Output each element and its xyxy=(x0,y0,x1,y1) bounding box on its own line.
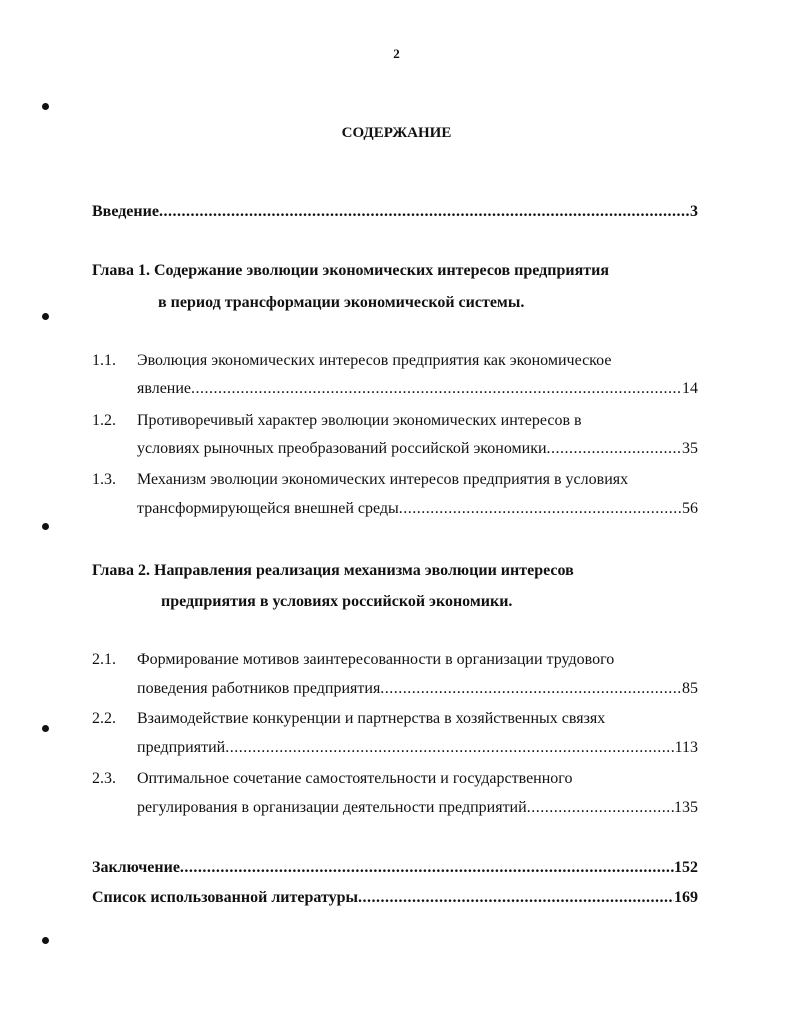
section-number: 2.3. xyxy=(92,770,116,787)
page-number: 2 xyxy=(393,46,400,61)
section-title[interactable]: Оптимальное сочетание самостоятельности и государственного xyxy=(137,770,573,787)
section-title[interactable]: Механизм эволюции экономических интересов предприятия в условиях xyxy=(137,471,629,488)
toc-leader-dots xyxy=(380,678,682,700)
toc-entry-title: Заключение xyxy=(92,859,180,876)
toc-leader-dots xyxy=(547,438,682,460)
toc-entry-page: 169 xyxy=(674,889,698,906)
section-title[interactable]: Взаимодействие конкуренции и партнерства в хозяйственных связях xyxy=(137,710,606,727)
toc-entry-1-2[interactable] xyxy=(137,438,698,460)
toc-entry-page: 3 xyxy=(690,203,698,220)
section-title[interactable]: Противоречивый характер эволюции экономических интересов в xyxy=(137,412,582,429)
toc-leader-dots xyxy=(180,857,674,879)
section-title-cont: поведения работников предприятия xyxy=(137,680,381,697)
section-title-cont: условиях рыночных преобразований российской экономики xyxy=(137,440,547,457)
chapter-2-heading-cont: предприятия в условиях российской экономики. xyxy=(161,593,513,610)
toc-entry-2-2[interactable] xyxy=(137,737,698,759)
toc-leader-dots xyxy=(159,201,690,223)
section-title-cont: предприятий xyxy=(137,739,226,756)
toc-entry-page: 113 xyxy=(674,739,698,756)
toc-entry-conclusion[interactable] xyxy=(92,857,698,879)
toc-leader-dots xyxy=(527,797,674,819)
toc-entry-2-3[interactable] xyxy=(137,797,698,819)
toc-entry-page: 56 xyxy=(682,500,698,517)
section-title[interactable]: Формирование мотивов заинтересованности в организации трудового xyxy=(137,651,615,668)
chapter-1-heading[interactable]: Глава 1. Содержание эволюции экономических интересов предприятия xyxy=(92,262,609,279)
toc-leader-dots xyxy=(225,737,674,759)
scan-speck xyxy=(42,523,49,530)
toc-entry-page: 152 xyxy=(674,859,698,876)
chapter-1-heading-cont: в период трансформации экономической системы. xyxy=(158,294,525,311)
section-number: 1.3. xyxy=(92,471,116,488)
toc-leader-dots xyxy=(358,887,674,909)
toc-leader-dots xyxy=(399,498,682,520)
section-title-cont: трансформирующейся внешней среды xyxy=(137,500,399,517)
toc-entry-2-1[interactable] xyxy=(137,678,698,700)
scan-speck xyxy=(42,937,49,944)
scan-speck xyxy=(42,103,49,110)
section-title-cont: регулирования в организации деятельности предприятий xyxy=(137,799,527,816)
section-number: 1.1. xyxy=(92,352,116,369)
section-number: 2.1. xyxy=(92,651,116,668)
toc-entry-1-1[interactable] xyxy=(137,378,698,400)
section-title-cont: явление xyxy=(137,380,192,397)
toc-entry-1-3[interactable] xyxy=(137,498,698,520)
toc-entry-page: 14 xyxy=(682,380,698,397)
toc-leader-dots xyxy=(191,378,682,400)
chapter-2-heading[interactable]: Глава 2. Направления реализация механизма эволюции интересов xyxy=(92,562,574,579)
toc-entry-page: 85 xyxy=(682,680,698,697)
toc-entry-page: 35 xyxy=(682,440,698,457)
toc-entry-title: Введение xyxy=(92,203,159,220)
page-title: СОДЕРЖАНИЕ xyxy=(341,125,452,141)
scan-speck xyxy=(42,725,49,732)
toc-entry-bibliography[interactable] xyxy=(92,887,698,909)
scan-speck xyxy=(42,313,49,320)
section-number: 1.2. xyxy=(92,412,116,429)
section-number: 2.2. xyxy=(92,710,116,727)
section-title[interactable]: Эволюция экономических интересов предприятия как экономическое xyxy=(137,352,612,369)
toc-entry-page: 135 xyxy=(674,799,698,816)
toc-entry-introduction[interactable] xyxy=(92,201,698,223)
toc-entry-title: Список использованной литературы xyxy=(92,889,358,906)
